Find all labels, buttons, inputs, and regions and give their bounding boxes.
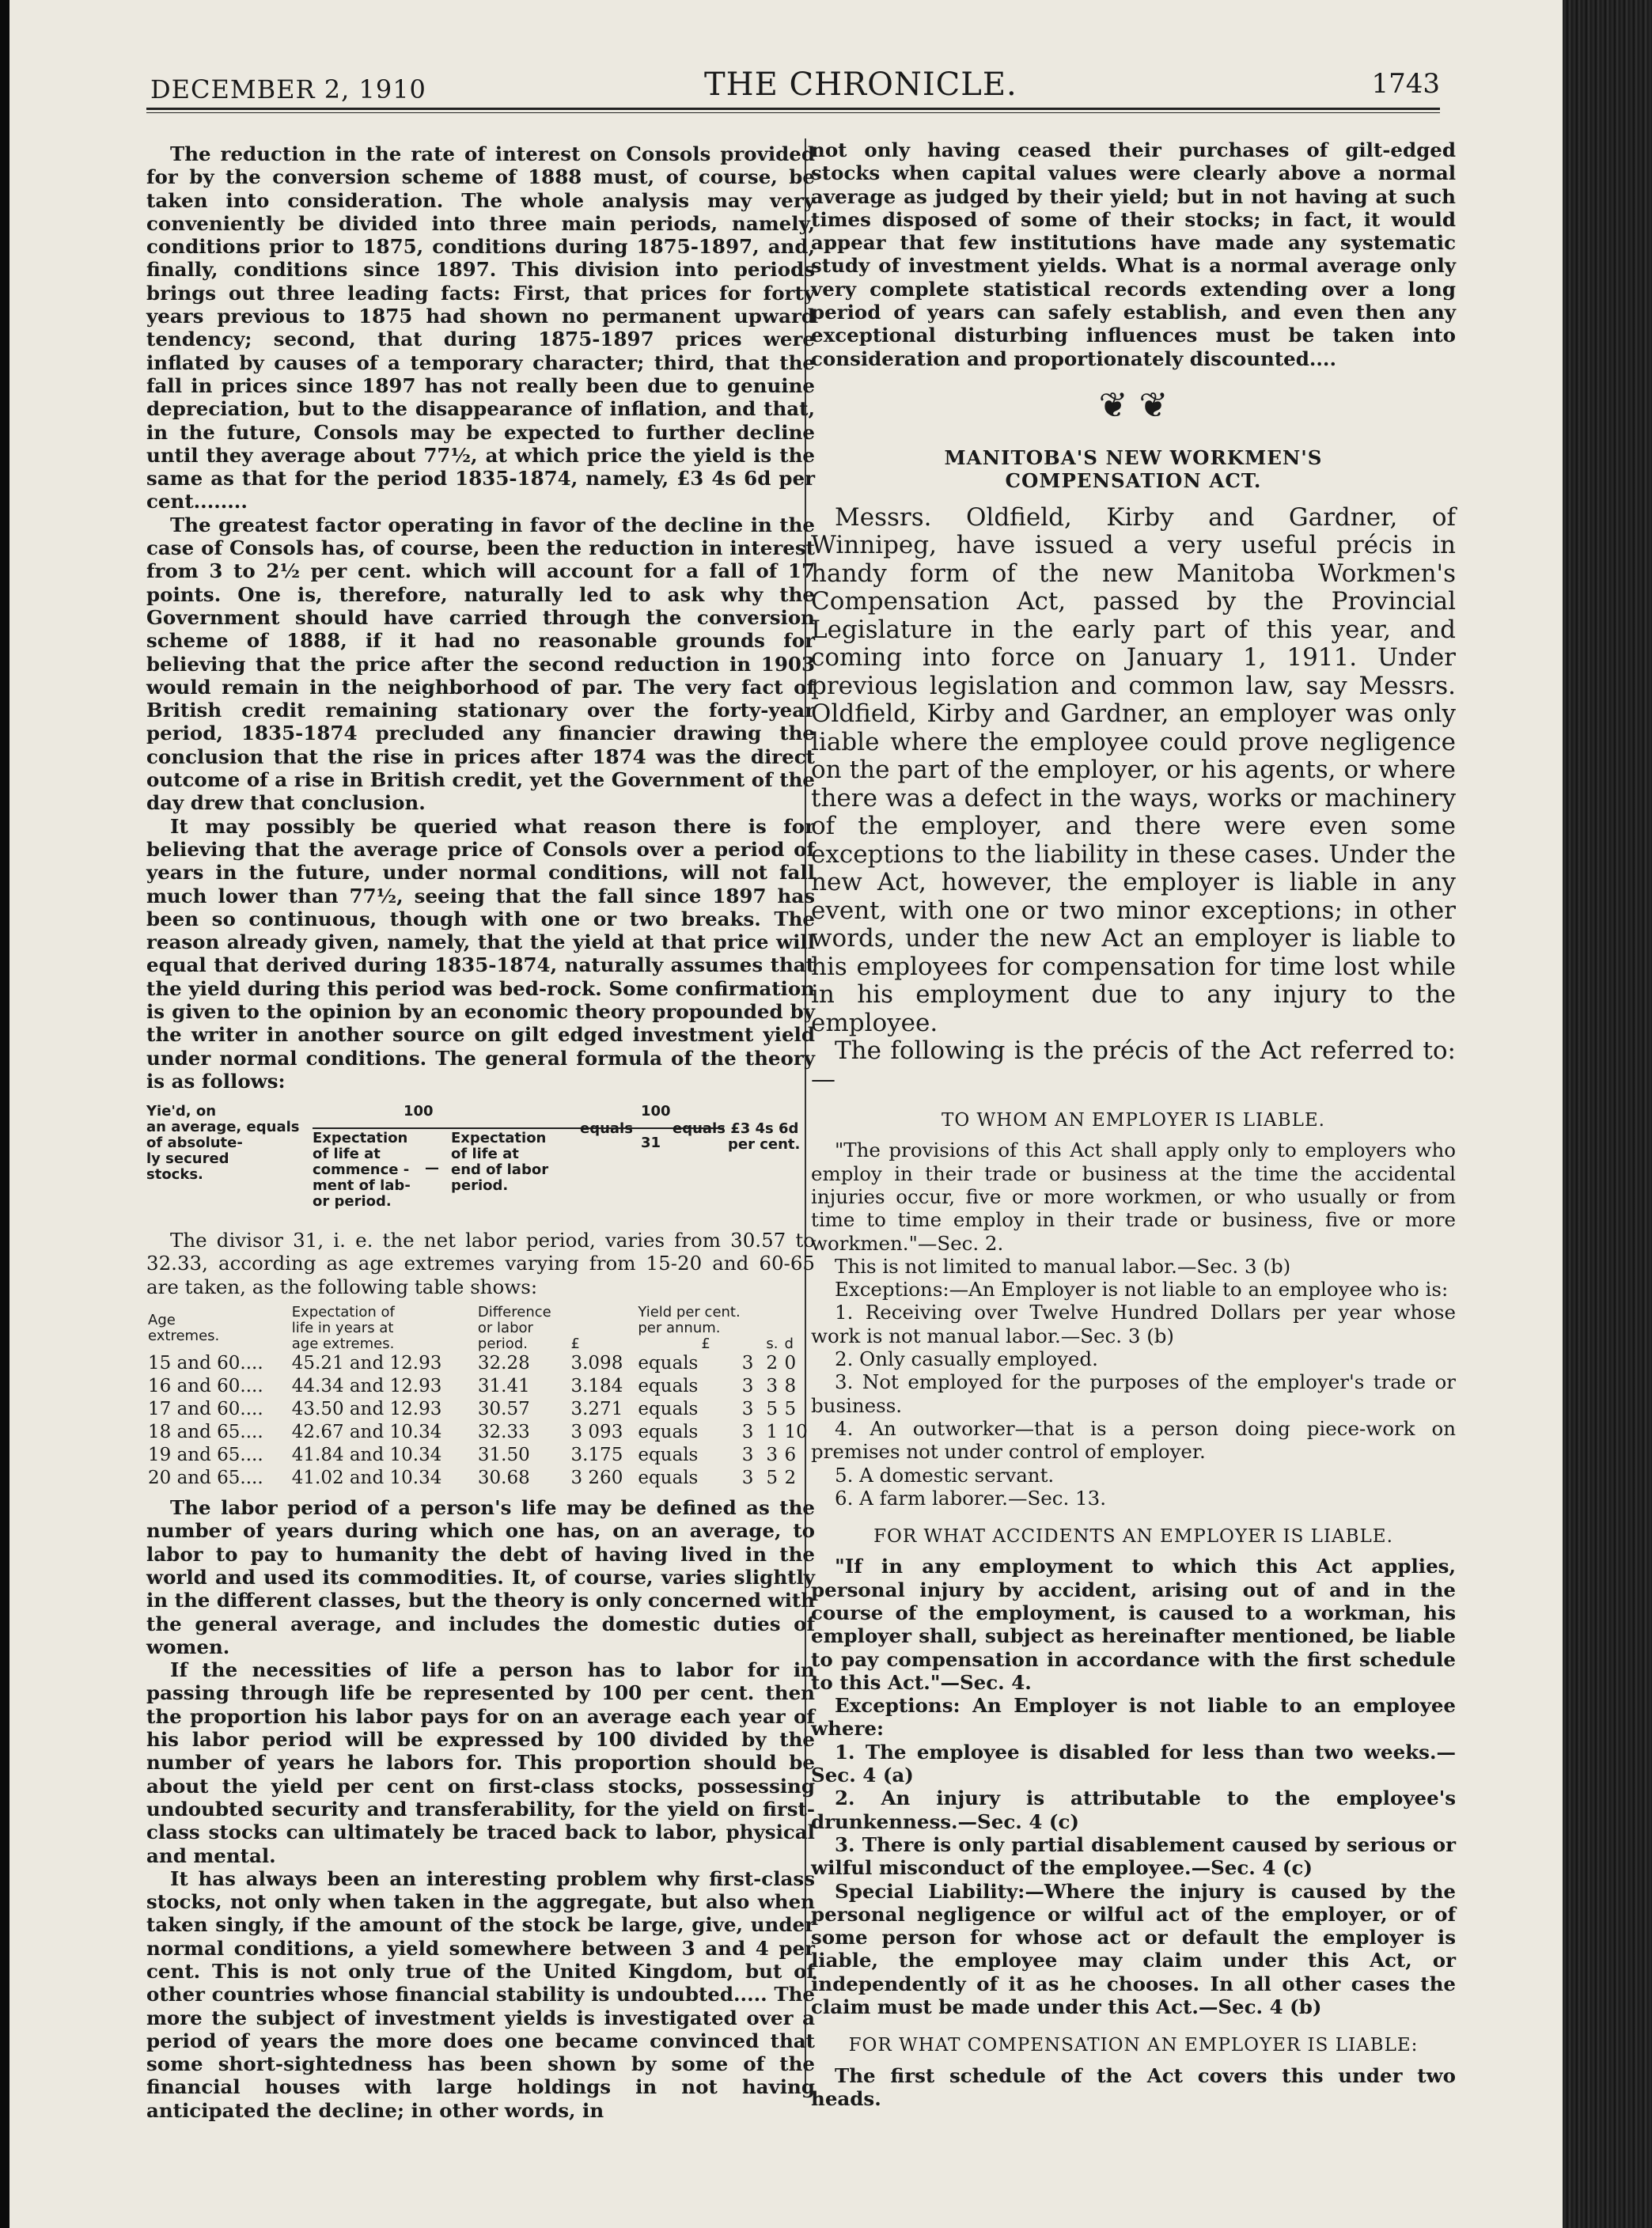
column-header: s. <box>766 1336 779 1353</box>
table-row: 17 and 60.... 43.50 and 12.93 30.57 3.271 equals 3 5 5 <box>148 1399 797 1420</box>
paragraph: The labor period of a person's life may be defined as the number of years during which one has, on an average, to labor to pay to humanity the debt of having lived in the world and used its commodities. It, of course, varies slightly in the different classes, but the theory is only concerned with the general average, and includes the domestic duties of women. <box>146 1496 816 1658</box>
formula-text: per cent. <box>728 1136 801 1154</box>
table-header-row <box>146 1305 815 1352</box>
column-header: d <box>784 1336 794 1353</box>
paragraph: This is not limited to manual labor.—Sec. 3 (b) <box>835 1254 1291 1278</box>
formula-text: period. <box>451 1177 509 1195</box>
header-date: DECEMBER 2, 1910 <box>150 74 426 104</box>
paragraph: not only having ceased their purchases of gilt-edged stocks when capital values were clearly above a normal average as judged by their yield; but in not having at such times disposed of some of their stocks; in fact, it would appear that few institutions have made any systematic study of investment yields. What is a normal average only very complete statistical records extending over a long period of years can safely establish, and even then any exceptional disturbing influences must be taken into consideration and proportionately discounted.... <box>811 138 1456 370</box>
formula-text: an average, equals <box>146 1119 300 1136</box>
list-item: 6. A farm laborer.—Sec. 13. <box>835 1486 1106 1510</box>
ornament-icon: ❦ ❦ <box>1098 385 1169 426</box>
paragraph: Exceptions:—An Employer is not liable to an employee who is: <box>835 1278 1449 1302</box>
formula-text: equals <box>580 1120 633 1138</box>
formula-text: ment of lab- <box>313 1177 411 1195</box>
header-title: THE CHRONICLE. <box>704 66 1017 103</box>
formula-text: or period. <box>313 1193 392 1211</box>
formula-minus: — <box>425 1160 439 1177</box>
formula-text: ly secured <box>146 1150 229 1168</box>
formula-denominator: 31 <box>641 1135 661 1152</box>
right-column <box>811 138 1456 2110</box>
list-item: 1. The employee is disabled for less than two weeks.—Sec. 4 (a) <box>811 1740 1456 1787</box>
yield-formula <box>146 1104 815 1222</box>
paragraph: The greatest factor operating in favor of the decline in the case of Consols has, of course, been the reduction in interest from 3 to 2½ per cent. which will account for a fall of 17 points. One is, therefore, naturally led to ask why the Government should have carried through the conversion scheme of 1888, if it had no reasonable grounds for believing that the price after the second reduction in 1903 would remain in the neighborhood of par. The very fact of British credit remaining stationary over the forty-year period, 1835-1874 precluded any financier drawing the conclusion that the rise in prices after 1874 was the direct outcome of a rise in British credit, yet the Government of the day drew that conclusion. <box>146 513 815 815</box>
article-headline: COMPENSATION ACT. <box>1005 469 1262 493</box>
formula-text: equals £3 4s 6d <box>673 1120 799 1138</box>
formula-text: commence - <box>313 1161 410 1179</box>
list-item: 2. An injury is attributable to the employee's drunkenness.—Sec. 4 (c) <box>811 1787 1456 1833</box>
list-item: 5. A domestic servant. <box>835 1463 1055 1487</box>
paragraph: The first schedule of the Act covers this under two heads. <box>811 2063 1456 2110</box>
yield-table <box>146 1305 815 1490</box>
formula-text: Expectation <box>451 1130 547 1147</box>
article-headline: MANITOBA'S NEW WORKMEN'S <box>944 445 1323 469</box>
list-item: 4. An outworker—that is a person doing piece-work on premises not under control of employer. <box>811 1416 1456 1464</box>
paragraph: "If in any employment to which this Act applies, personal injury by accident, arising out of and in the course of the employment, is caused to a workman, his employer shall, subject as hereinafter mentioned, be liable to pay compensation in accordance with the first schedule to this Act."—Sec. 4. <box>811 1555 1456 1694</box>
paragraph: Special Liability:—Where the injury is caused by the personal negligence or wilful act of the employer, or of some person for whose act or default the employer is liable, the employee may claim under this Act, or independently of it as he chooses. In all other cases the claim must be made under this Act.—Sec. 4 (b) <box>811 1879 1456 2019</box>
formula-text: Expectation <box>313 1130 408 1147</box>
article-intro: The following is the précis of the Act referred to:— <box>811 1036 1456 1093</box>
paragraph: If the necessities of life a person has to labor for in passing through life be represented by 100 per cent. then the proportion his labor pays for on an average each year of his labor period will be expressed by 100 divided by the number of years he labors for. This proportion should be about the yield per cent on first-class stocks, possessing undoubted security and transferability, for the yield on first-class stocks can ultimately be traced back to labor, physical and mental. <box>146 1658 815 1867</box>
article-intro: Messrs. Oldfield, Kirby and Gardner, of Winnipeg, have issued a very useful précis in handy form of the new Manitoba Workmen's Compensation Act, passed by the Provincial Legislature in the early part of this year, and coming into force on January 1, 1911. Under previous legislation and common law, say Messrs. Oldfield, Kirby and Gardner, an employer was only liable where the employee could prove negligence on the part of the employer, or his agents, or where there was a defect in the ways, works or machinery of the employer, and there were even some exceptions to the liability in these cases. Under the new Act, however, the employer is liable in any event, with one or two minor exceptions; in other words, under the new Act an employer is liable to his employees for compensation for time lost while in his employment due to any injury to the employee. <box>811 502 1456 1037</box>
formula-numerator: 100 <box>641 1103 671 1120</box>
table-row: 18 and 65.... 42.67 and 10.34 32.33 3 093 equals 3 1 10 <box>148 1422 808 1443</box>
list-item: 3. Not employed for the purposes of the employer's trade or business. <box>811 1370 1456 1417</box>
column-header: Expectation of life in years at age extremes. <box>291 1304 395 1353</box>
list-item: 2. Only casually employed. <box>835 1347 1098 1371</box>
section-heading: TO WHOM AN EMPLOYER IS LIABLE. <box>942 1110 1325 1131</box>
table-row: 19 and 65.... 41.84 and 10.34 31.50 3.175 equals 3 3 6 <box>148 1445 797 1466</box>
list-item: 1. Receiving over Twelve Hundred Dollars per year whose work is not manual labor.—Sec. 3 (b) <box>811 1301 1456 1347</box>
column-header: Yield per cent. per annum. £ <box>638 1304 741 1353</box>
section-heading: FOR WHAT COMPENSATION AN EMPLOYER IS LIABLE: <box>848 2035 1419 2056</box>
paragraph: "The provisions of this Act shall apply only to employers who employ in their trade or business at the time the accidental injuries occur, five or more workmen, or who usually or from time to time employ in their trade or business, five or more workmen."—Sec. 2. <box>811 1139 1456 1255</box>
table-row: 20 and 65.... 41.02 and 10.34 30.68 3 260 equals 3 5 2 <box>148 1468 797 1489</box>
formula-text: of absolute- <box>146 1135 243 1152</box>
formula-text: Yie'd, on <box>146 1103 217 1120</box>
paragraph: It has always been an interesting problem why first-class stocks, not only when taken in the aggregate, but also when taken singly, if the amount of the stock be large, give, under normal conditions, a yield somewhere between 3 and 4 per cent. This is not only true of the United Kingdom, but of other countries whose financial stability is undoubted..... The more the subject of investment yields is investigated over a period of years the more does one became convinced that some short-sightedness has been shown by some of the financial houses with large holdings in not having anticipated the decline; in other words, in <box>146 1866 815 2122</box>
left-column <box>146 142 815 2122</box>
formula-text: end of labor <box>451 1161 549 1179</box>
fraction-bar <box>313 1127 724 1129</box>
table-row: 15 and 60.... 45.21 and 12.93 32.28 3.098 equals 3 2 0 <box>148 1353 797 1374</box>
paragraph: Exceptions: An Employer is not liable to an employee where: <box>811 1694 1456 1741</box>
formula-text: of life at <box>313 1146 381 1163</box>
header-page-number: 1743 <box>1371 68 1440 100</box>
paragraph: The divisor 31, i. e. the net labor period, varies from 30.57 to 32.33, according as age extremes varying from 15-20 and 60-65 are taken, as the following table shows: <box>146 1229 815 1298</box>
header-rule-thin <box>146 112 1440 113</box>
table-row: 16 and 60.... 44.34 and 12.93 31.41 3.184 equals 3 3 8 <box>148 1376 797 1397</box>
page-header <box>150 65 1440 104</box>
formula-text: stocks. <box>146 1166 203 1184</box>
column-header: £ <box>570 1336 580 1353</box>
header-rule <box>146 108 1440 110</box>
book-spine <box>1563 0 1652 2228</box>
paragraph: The reduction in the rate of interest on Consols provided for by the conversion scheme of 1888 must, of course, be taken into consideration. The whole analysis may very conveniently be divided into three main periods, namely, conditions prior to 1875, conditions during 1875-1897, and, finally, conditions since 1897. This division into periods brings out three leading facts: First, that prices for forty years previous to 1875 had shown no permanent upward tendency; second, that during 1875-1897 prices were inflated by causes of a temporary character; third, that the fall in prices since 1897 has not really been due to genuine depreciation, but to the disappearance of inflation, and that, in the future, Consols may be expected to further decline until they average about 77½, at which price the yield is the same as that for the period 1835-1874, namely, £3 4s 6d per cent........ <box>146 142 815 513</box>
formula-text: of life at <box>451 1146 519 1163</box>
paragraph: It may possibly be queried what reason there is for believing that the average price of Consols over a period of years in the future, under normal conditions, will not fall much lower than 77½, seeing that the fall since 1897 has been so continuous, though with one or two breaks. The reason already given, namely, that the yield at that price will equal that derived during 1835-1874, naturally assumes that the yield during this period was bed-rock. Some confirmation is given to the opinion by an economic theory propounded by the writer in another source on gilt edged investment yield under normal conditions. The general formula of the theory is as follows: <box>146 814 815 1093</box>
column-header: Difference or labor period. <box>477 1304 551 1353</box>
column-header: Age extremes. <box>148 1312 220 1345</box>
list-item: 3. There is only partial disablement caused by serious or wilful misconduct of the employee.—Sec. 4 (c) <box>811 1832 1456 1880</box>
formula-numerator: 100 <box>404 1103 434 1120</box>
section-heading: FOR WHAT ACCIDENTS AN EMPLOYER IS LIABLE. <box>873 1526 1393 1548</box>
